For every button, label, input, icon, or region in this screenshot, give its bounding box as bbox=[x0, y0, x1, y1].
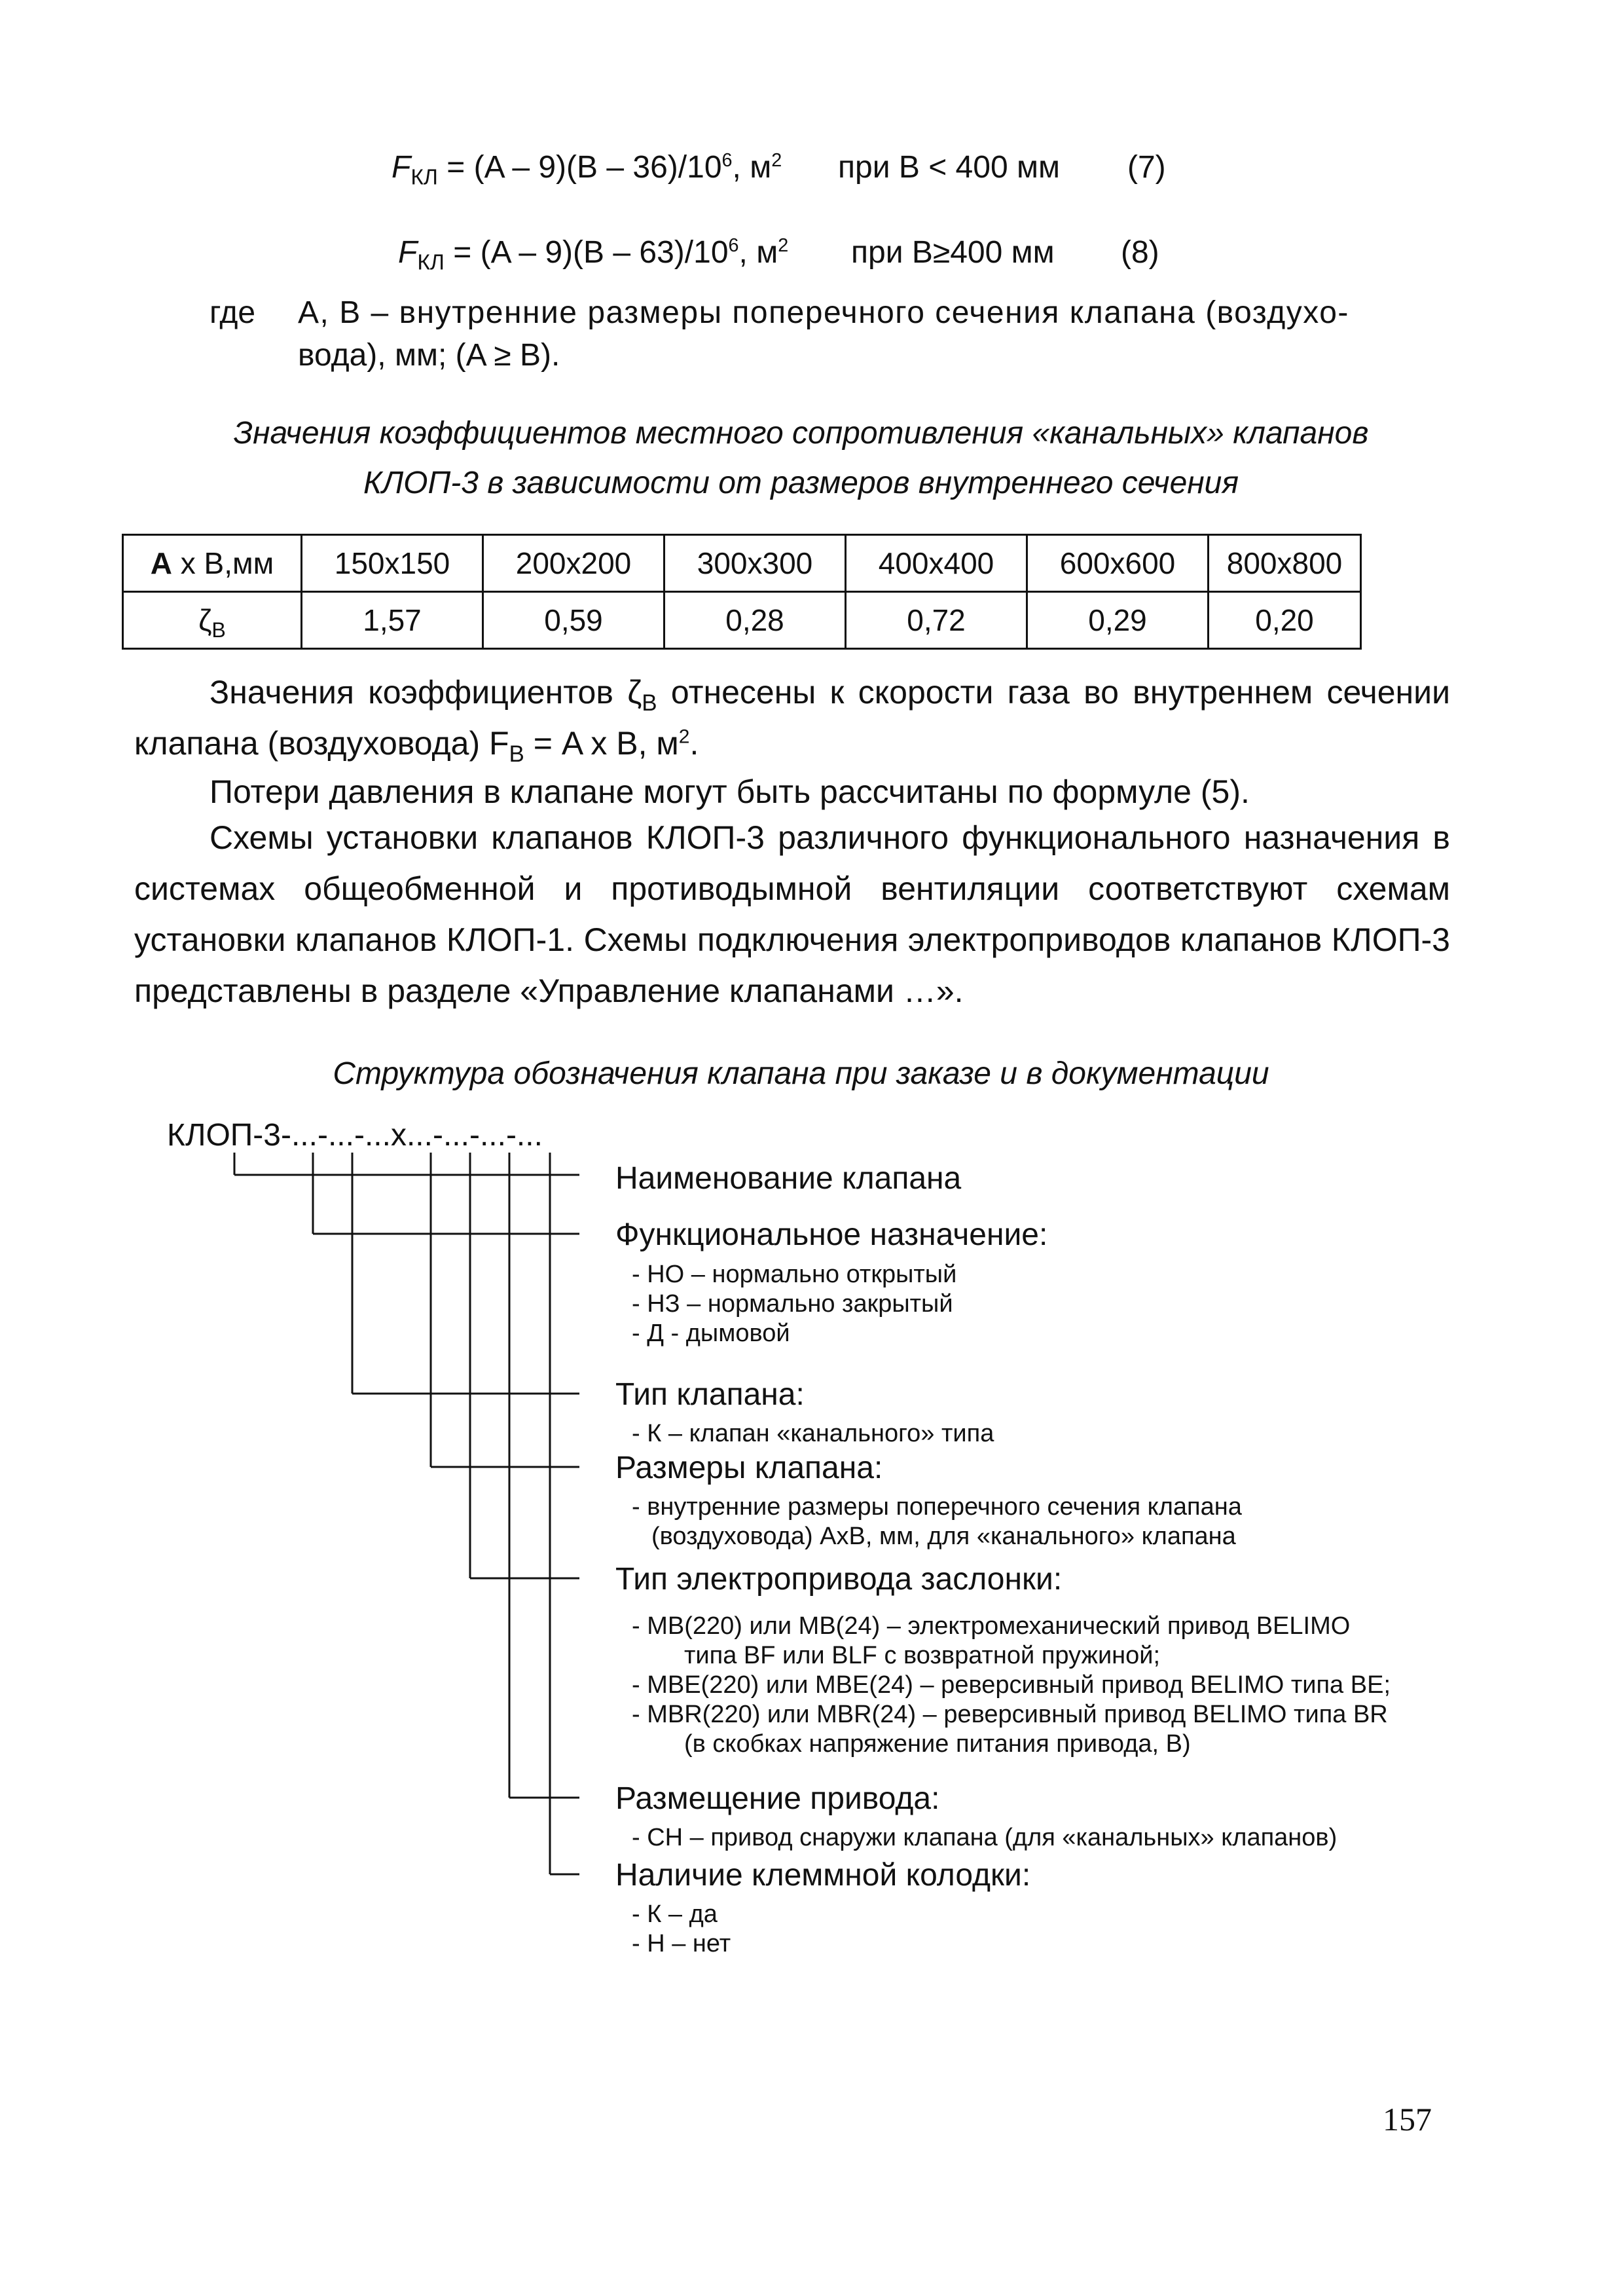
table-value-cell: 0,20 bbox=[1209, 592, 1361, 649]
structure-detail: - MBR(220) или MBR(24) – реверсивный привод BELIMO типа BR bbox=[632, 1701, 1388, 1728]
structure-detail: (в скобках напряжение питания привода, В) bbox=[684, 1730, 1191, 1758]
where-line-1: A, B – внутренние размеры поперечного сечения клапана (воздухо- bbox=[298, 295, 1349, 330]
table-value-cell: 0,72 bbox=[846, 592, 1027, 649]
structure-detail: - НЗ – нормально закрытый bbox=[632, 1290, 953, 1318]
table-title-line-1: Значения коэффициентов местного сопротивления «канальных» клапанов bbox=[233, 416, 1369, 451]
where-line-2: вода), мм; (A ≥ B). bbox=[298, 338, 560, 373]
table-header-label-text: x B,мм bbox=[172, 546, 274, 580]
paragraph-pressure-loss: Потери давления в клапане могут быть рассчитаны по формуле (5). bbox=[209, 773, 1250, 810]
formula-7: $F_{КЛ} = (A - 9)(B - 36)/10^6$, $м^2$ bbox=[391, 150, 782, 190]
table-title-line-2: КЛОП-3 в зависимости от размеров внутреннего сечения bbox=[363, 466, 1239, 500]
structure-detail: - MBE(220) или MBE(24) – реверсивный привод BELIMO типа BE; bbox=[632, 1671, 1391, 1699]
formula-8-condition: при B≥400 мм bbox=[851, 235, 1055, 270]
structure-heading-terminal: Наличие клеммной колодки: bbox=[615, 1858, 1031, 1893]
structure-title: Структура обозначения клапана при заказе и в документации bbox=[333, 1056, 1269, 1091]
structure-heading-function: Функциональное назначение: bbox=[615, 1217, 1048, 1252]
structure-detail: типа BF или BLF с возвратной пружиной; bbox=[684, 1642, 1161, 1669]
structure-detail: - НО – нормально открытый bbox=[632, 1261, 957, 1288]
formula-8: $F_{КЛ} = (A - 9)(B - 63)/10^6$, $м^2$ bbox=[398, 235, 789, 275]
table-header-label: A x B,мм bbox=[123, 535, 302, 592]
table-value-cell: 0,29 bbox=[1027, 592, 1209, 649]
formula-7-condition: при B < 400 мм bbox=[838, 150, 1060, 185]
designation-code: КЛОП-3-...-...-...x...-...-...-... bbox=[167, 1118, 543, 1153]
table-size-cell: 400x400 bbox=[846, 535, 1027, 592]
table-value-cell: 0,59 bbox=[483, 592, 664, 649]
formula-7-number: (7) bbox=[1127, 150, 1166, 185]
structure-detail: - Д - дымовой bbox=[632, 1320, 790, 1347]
table-row-label: $\zeta_В$ bbox=[123, 592, 302, 649]
structure-heading-placement: Размещение привода: bbox=[615, 1781, 940, 1816]
table-size-cell: 150x150 bbox=[302, 535, 483, 592]
structure-detail: - MB(220) или MB(24) – электромеханический привод BELIMO bbox=[632, 1612, 1351, 1640]
structure-detail: - внутренние размеры поперечного сечения клапана bbox=[632, 1493, 1242, 1521]
table-size-cell: 800x800 bbox=[1209, 535, 1361, 592]
structure-detail: - К – да bbox=[632, 1900, 718, 1928]
paragraph-installation: Схемы установки клапанов КЛОП-3 различного функционального назначения в системах общеобменной и противодымной вентиляции соответствуют схемам установки клапанов КЛОП-1. Схемы подключения электроприводов клапанов КЛОП-3 представлены в разделе «Управление клапанами …». bbox=[134, 819, 1450, 1009]
table-size-cell: 200x200 bbox=[483, 535, 664, 592]
structure-heading-size: Размеры клапана: bbox=[615, 1451, 883, 1485]
table-size-cell: 600x600 bbox=[1027, 535, 1209, 592]
structure-detail: - СН – привод снаружи клапана (для «канальных» клапанов) bbox=[632, 1824, 1338, 1851]
where-label: где bbox=[209, 295, 256, 330]
structure-heading-actuator: Тип электропривода заслонки: bbox=[615, 1562, 1063, 1597]
structure-heading-name: Наименование клапана bbox=[615, 1161, 962, 1196]
page-number: 157 bbox=[1383, 2101, 1432, 2138]
table-value-cell: 1,57 bbox=[302, 592, 483, 649]
paragraph-coefficients: Значения коэффициентов $\zeta_В$ отнесены к скорости газа во внутреннем сечении клапана (воздуховода) $F_В = A$ x B, $м^2$. bbox=[134, 674, 1451, 767]
formula-8-number: (8) bbox=[1121, 235, 1159, 270]
structure-detail: (воздуховода) АхВ, мм, для «канального» клапана bbox=[651, 1523, 1236, 1550]
structure-detail: - К – клапан «канального» типа bbox=[632, 1420, 994, 1447]
structure-detail: - Н – нет bbox=[632, 1930, 731, 1957]
structure-heading-type: Тип клапана: bbox=[615, 1377, 805, 1412]
table-value-cell: 0,28 bbox=[664, 592, 846, 649]
table-size-cell: 300x300 bbox=[664, 535, 846, 592]
